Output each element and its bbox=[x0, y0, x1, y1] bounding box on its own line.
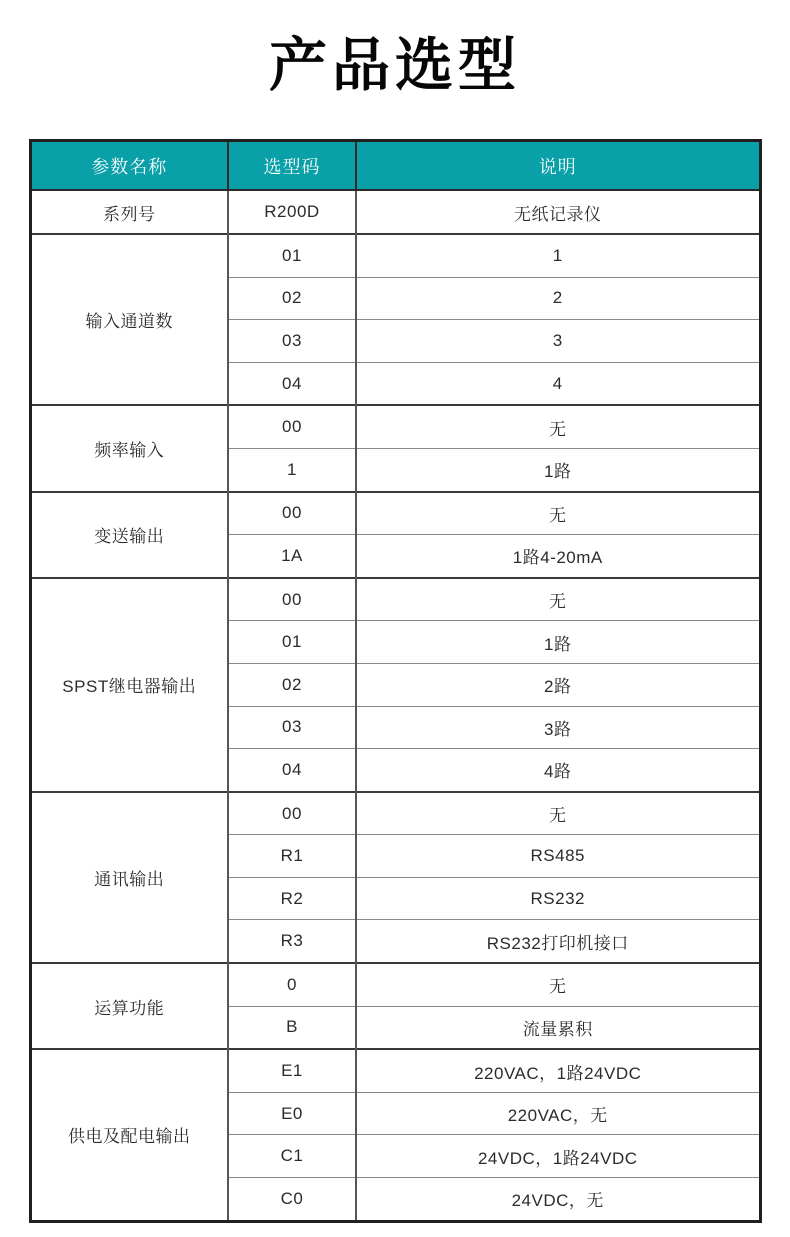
table-header bbox=[30, 141, 760, 191]
description-cell: 无纸记录仪 bbox=[356, 190, 760, 234]
selection-code-cell: R1 bbox=[228, 835, 356, 878]
table-row bbox=[30, 190, 760, 234]
product-selection-table bbox=[29, 139, 762, 1222]
parameter-name-cell: 输入通道数 bbox=[30, 234, 228, 405]
selection-code-cell: 03 bbox=[228, 706, 356, 749]
description-cell: 24VDC，1路24VDC bbox=[356, 1135, 760, 1178]
col-header-description: 说明 bbox=[356, 141, 760, 191]
selection-code-cell: 02 bbox=[228, 277, 356, 320]
description-cell: 3 bbox=[356, 320, 760, 363]
description-cell: 无 bbox=[356, 963, 760, 1006]
description-cell: 24VDC，无 bbox=[356, 1178, 760, 1222]
selection-code-cell: E0 bbox=[228, 1092, 356, 1135]
selection-code-cell: 1A bbox=[228, 535, 356, 578]
selection-code-cell: 04 bbox=[228, 362, 356, 405]
description-cell: RS485 bbox=[356, 835, 760, 878]
parameter-name-cell: 变送输出 bbox=[30, 492, 228, 578]
selection-code-cell: 0 bbox=[228, 963, 356, 1006]
description-cell: 2 bbox=[356, 277, 760, 320]
selection-code-cell: 1 bbox=[228, 448, 356, 491]
selection-code-cell: 01 bbox=[228, 621, 356, 664]
header-row bbox=[30, 141, 760, 191]
selection-code-cell: 04 bbox=[228, 749, 356, 792]
page-title: 产品选型 bbox=[268, 31, 521, 99]
selection-code-cell: 02 bbox=[228, 663, 356, 706]
parameter-name-cell: 供电及配电输出 bbox=[30, 1049, 228, 1221]
description-cell: 1 bbox=[356, 234, 760, 277]
parameter-name-cell: 运算功能 bbox=[30, 963, 228, 1049]
description-cell: 4路 bbox=[356, 749, 760, 792]
col-header-selection-code: 选型码 bbox=[228, 141, 356, 191]
description-cell: RS232 bbox=[356, 877, 760, 920]
selection-code-cell: C0 bbox=[228, 1178, 356, 1222]
description-cell: 无 bbox=[356, 792, 760, 835]
description-cell: 4 bbox=[356, 362, 760, 405]
table-row bbox=[30, 1049, 760, 1092]
table-body bbox=[30, 190, 760, 1221]
selection-code-cell: 00 bbox=[228, 578, 356, 621]
table-row bbox=[30, 792, 760, 835]
description-cell: 1路 bbox=[356, 448, 760, 491]
col-header-parameter-name: 参数名称 bbox=[30, 141, 228, 191]
description-cell: 无 bbox=[356, 578, 760, 621]
selection-code-cell: R200D bbox=[228, 190, 356, 234]
table-row bbox=[30, 578, 760, 621]
table-row bbox=[30, 492, 760, 535]
parameter-name-cell: 通讯输出 bbox=[30, 792, 228, 963]
selection-code-cell: B bbox=[228, 1006, 356, 1049]
selection-code-cell: 00 bbox=[228, 492, 356, 535]
selection-code-cell: C1 bbox=[228, 1135, 356, 1178]
description-cell: 1路4-20mA bbox=[356, 535, 760, 578]
description-cell: 无 bbox=[356, 405, 760, 448]
selection-code-cell: E1 bbox=[228, 1049, 356, 1092]
selection-code-cell: 00 bbox=[228, 792, 356, 835]
description-cell: 2路 bbox=[356, 663, 760, 706]
table-row bbox=[30, 405, 760, 448]
selection-code-cell: 03 bbox=[228, 320, 356, 363]
table-row bbox=[30, 963, 760, 1006]
selection-code-cell: R3 bbox=[228, 920, 356, 963]
selection-code-cell: 01 bbox=[228, 234, 356, 277]
description-cell: 流量累积 bbox=[356, 1006, 760, 1049]
table-row bbox=[30, 234, 760, 277]
description-cell: RS232打印机接口 bbox=[356, 920, 760, 963]
parameter-name-cell: SPST继电器输出 bbox=[30, 578, 228, 792]
parameter-name-cell: 系列号 bbox=[30, 190, 228, 234]
description-cell: 3路 bbox=[356, 706, 760, 749]
description-cell: 无 bbox=[356, 492, 760, 535]
description-cell: 220VAC，1路24VDC bbox=[356, 1049, 760, 1092]
selection-code-cell: 00 bbox=[228, 405, 356, 448]
description-cell: 1路 bbox=[356, 621, 760, 664]
parameter-name-cell: 频率输入 bbox=[30, 405, 228, 491]
description-cell: 220VAC，无 bbox=[356, 1092, 760, 1135]
selection-code-cell: R2 bbox=[228, 877, 356, 920]
